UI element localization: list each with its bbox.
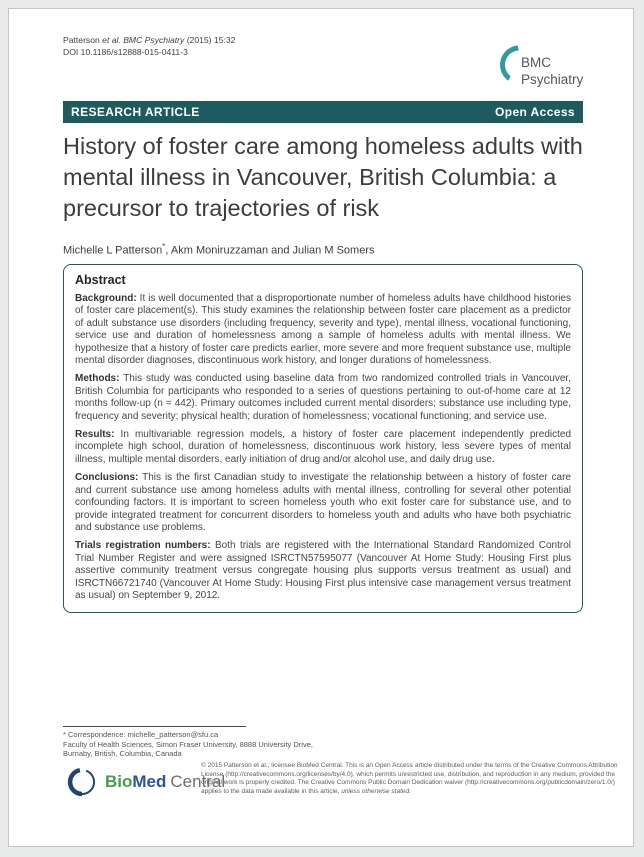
copyright-tail: unless otherwise stated. bbox=[341, 788, 411, 796]
section-text: In multivariable regression models, a history of foster care placement independently predicted incomplete high school, duration of homelessness, discontinuous work history, less severe types of mental illness, multiple mental disorders, early initiation of drug and/or alcohol use, and daily drug use. bbox=[75, 429, 572, 465]
citation-issue: (2015) 15:32 bbox=[184, 35, 236, 45]
wordmark-med: Med bbox=[132, 772, 167, 791]
biomed-central-logo bbox=[63, 761, 226, 805]
section-text: This is the first Canadian study to investigate the relationship between a history of foster care and current substance use among homeless adults with mental illness, controlling for several other potential confounding factors. It is important to screen homeless youth who exit foster care for substance use, and to provide integrated treatment for concurrent disorders to homeless youth and adults who have both psychiatric and substance use problems. bbox=[75, 472, 572, 533]
journal-name-top: BMC bbox=[521, 55, 551, 70]
section-label: Methods: bbox=[75, 373, 120, 385]
correspondence-email: * Correspondence: michelle_patterson@sfu.ca bbox=[63, 730, 219, 739]
section-text: This study was conducted using baseline data from two randomized controlled trials in Vancouver, British Columbia for participants who responded to a series of questions pertaining to out-of-home care at 12 months follow-up (n = 442). Primary outcomes included current mental disorders; substance use including type, frequency and severity; physical health; duration of homelessness; vocational functioning; and service use. bbox=[75, 373, 571, 422]
wordmark-bio: Bio bbox=[105, 772, 133, 791]
abstract-section-trials bbox=[75, 540, 571, 602]
abstract-section-methods bbox=[75, 373, 571, 423]
biomed-central-circle-icon bbox=[65, 765, 99, 799]
copyright-text: © 2015 Patterson et al.; licensee BioMed Central. This is an Open Access article distributed under the terms of the Creative Commons Attribution License (http://creativecommons.org/licenses/by/4.0), which permits unrestricted use, distribution, and reproduction in any medium, provided the original work is properly credited. The Creative Commons Public Domain Dedication waiver (http://creativecommons.org/publicdomain/zero/1.0/) applies to the data made available in this article, bbox=[201, 762, 618, 796]
footnote-divider bbox=[63, 726, 246, 727]
article-type-banner bbox=[63, 101, 583, 123]
abstract-section-conclusions bbox=[75, 472, 571, 534]
journal-name bbox=[521, 55, 583, 88]
abstract-heading: Abstract bbox=[75, 273, 126, 287]
authors-rest: , Akm Moniruzzaman and Julian M Somers bbox=[165, 244, 375, 257]
correspondence-block bbox=[63, 730, 313, 759]
citation-author: Patterson bbox=[63, 35, 103, 45]
author-corresponding: Michelle L Patterson bbox=[63, 244, 163, 257]
wordmark-central: Central bbox=[170, 772, 226, 791]
copyright-notice bbox=[201, 762, 621, 797]
authors-line bbox=[63, 242, 374, 257]
citation-line bbox=[63, 35, 235, 47]
abstract-box bbox=[63, 264, 583, 613]
journal-logo bbox=[493, 31, 613, 93]
section-label: Results: bbox=[75, 429, 115, 441]
article-type-label: RESEARCH ARTICLE bbox=[71, 105, 200, 119]
journal-name-bottom: Psychiatry bbox=[521, 71, 584, 87]
section-label: Background: bbox=[75, 293, 137, 304]
page-title: History of foster care among homeless adults with mental illness in Vancouver, British Columbia: a precursor to trajectories of risk bbox=[63, 133, 583, 221]
citation-block bbox=[63, 35, 235, 58]
article-page bbox=[8, 8, 634, 847]
correspondence-affiliation: Faculty of Health Sciences, Simon Fraser University, 8888 University Drive, bbox=[63, 739, 313, 749]
open-access-label: Open Access bbox=[495, 105, 575, 119]
citation-journal: et al. BMC Psychiatry bbox=[102, 35, 185, 45]
section-label: Trials registration numbers: bbox=[75, 540, 211, 552]
corresponding-asterisk: * bbox=[162, 242, 166, 251]
abstract-section-background bbox=[75, 293, 571, 367]
abstract-section-results bbox=[75, 429, 571, 466]
doi-line: DOI 10.1186/s12888-015-0411-3 bbox=[63, 46, 188, 57]
section-text: It is well documented that a disproportionate number of homeless adults have childhood histories of foster care placement(s). This study examines the relationship between foster care placement as a predictor of adult substance use disorders (including frequency, severity and type), mental illness, vocational functioning, service use and duration of homelessness among a sample of homeless adults with mental illness. We hypothesize that a history of foster care predicts earlier, more severe and more frequent substance use, multiple mental disorder diagnoses, discontinuous work history, and longer durations of homelessness. bbox=[75, 293, 571, 367]
section-text: Both trials are registered with the International Standard Randomized Control Trial Number Register and were assigned ISRCTN57595077 (Vancouver At Home Study: Housing First plus assertive community treatment versus congregate housing plus supports versus treatment as usual) and ISRCTN66721740 (Vancouver At Home Study: Housing First plus intensive case management versus treatment as usual) on September 9, 2012. bbox=[75, 540, 571, 601]
section-label: Conclusions: bbox=[75, 472, 139, 484]
correspondence-location: Burnaby, British, Columbia, Canada bbox=[63, 749, 182, 759]
